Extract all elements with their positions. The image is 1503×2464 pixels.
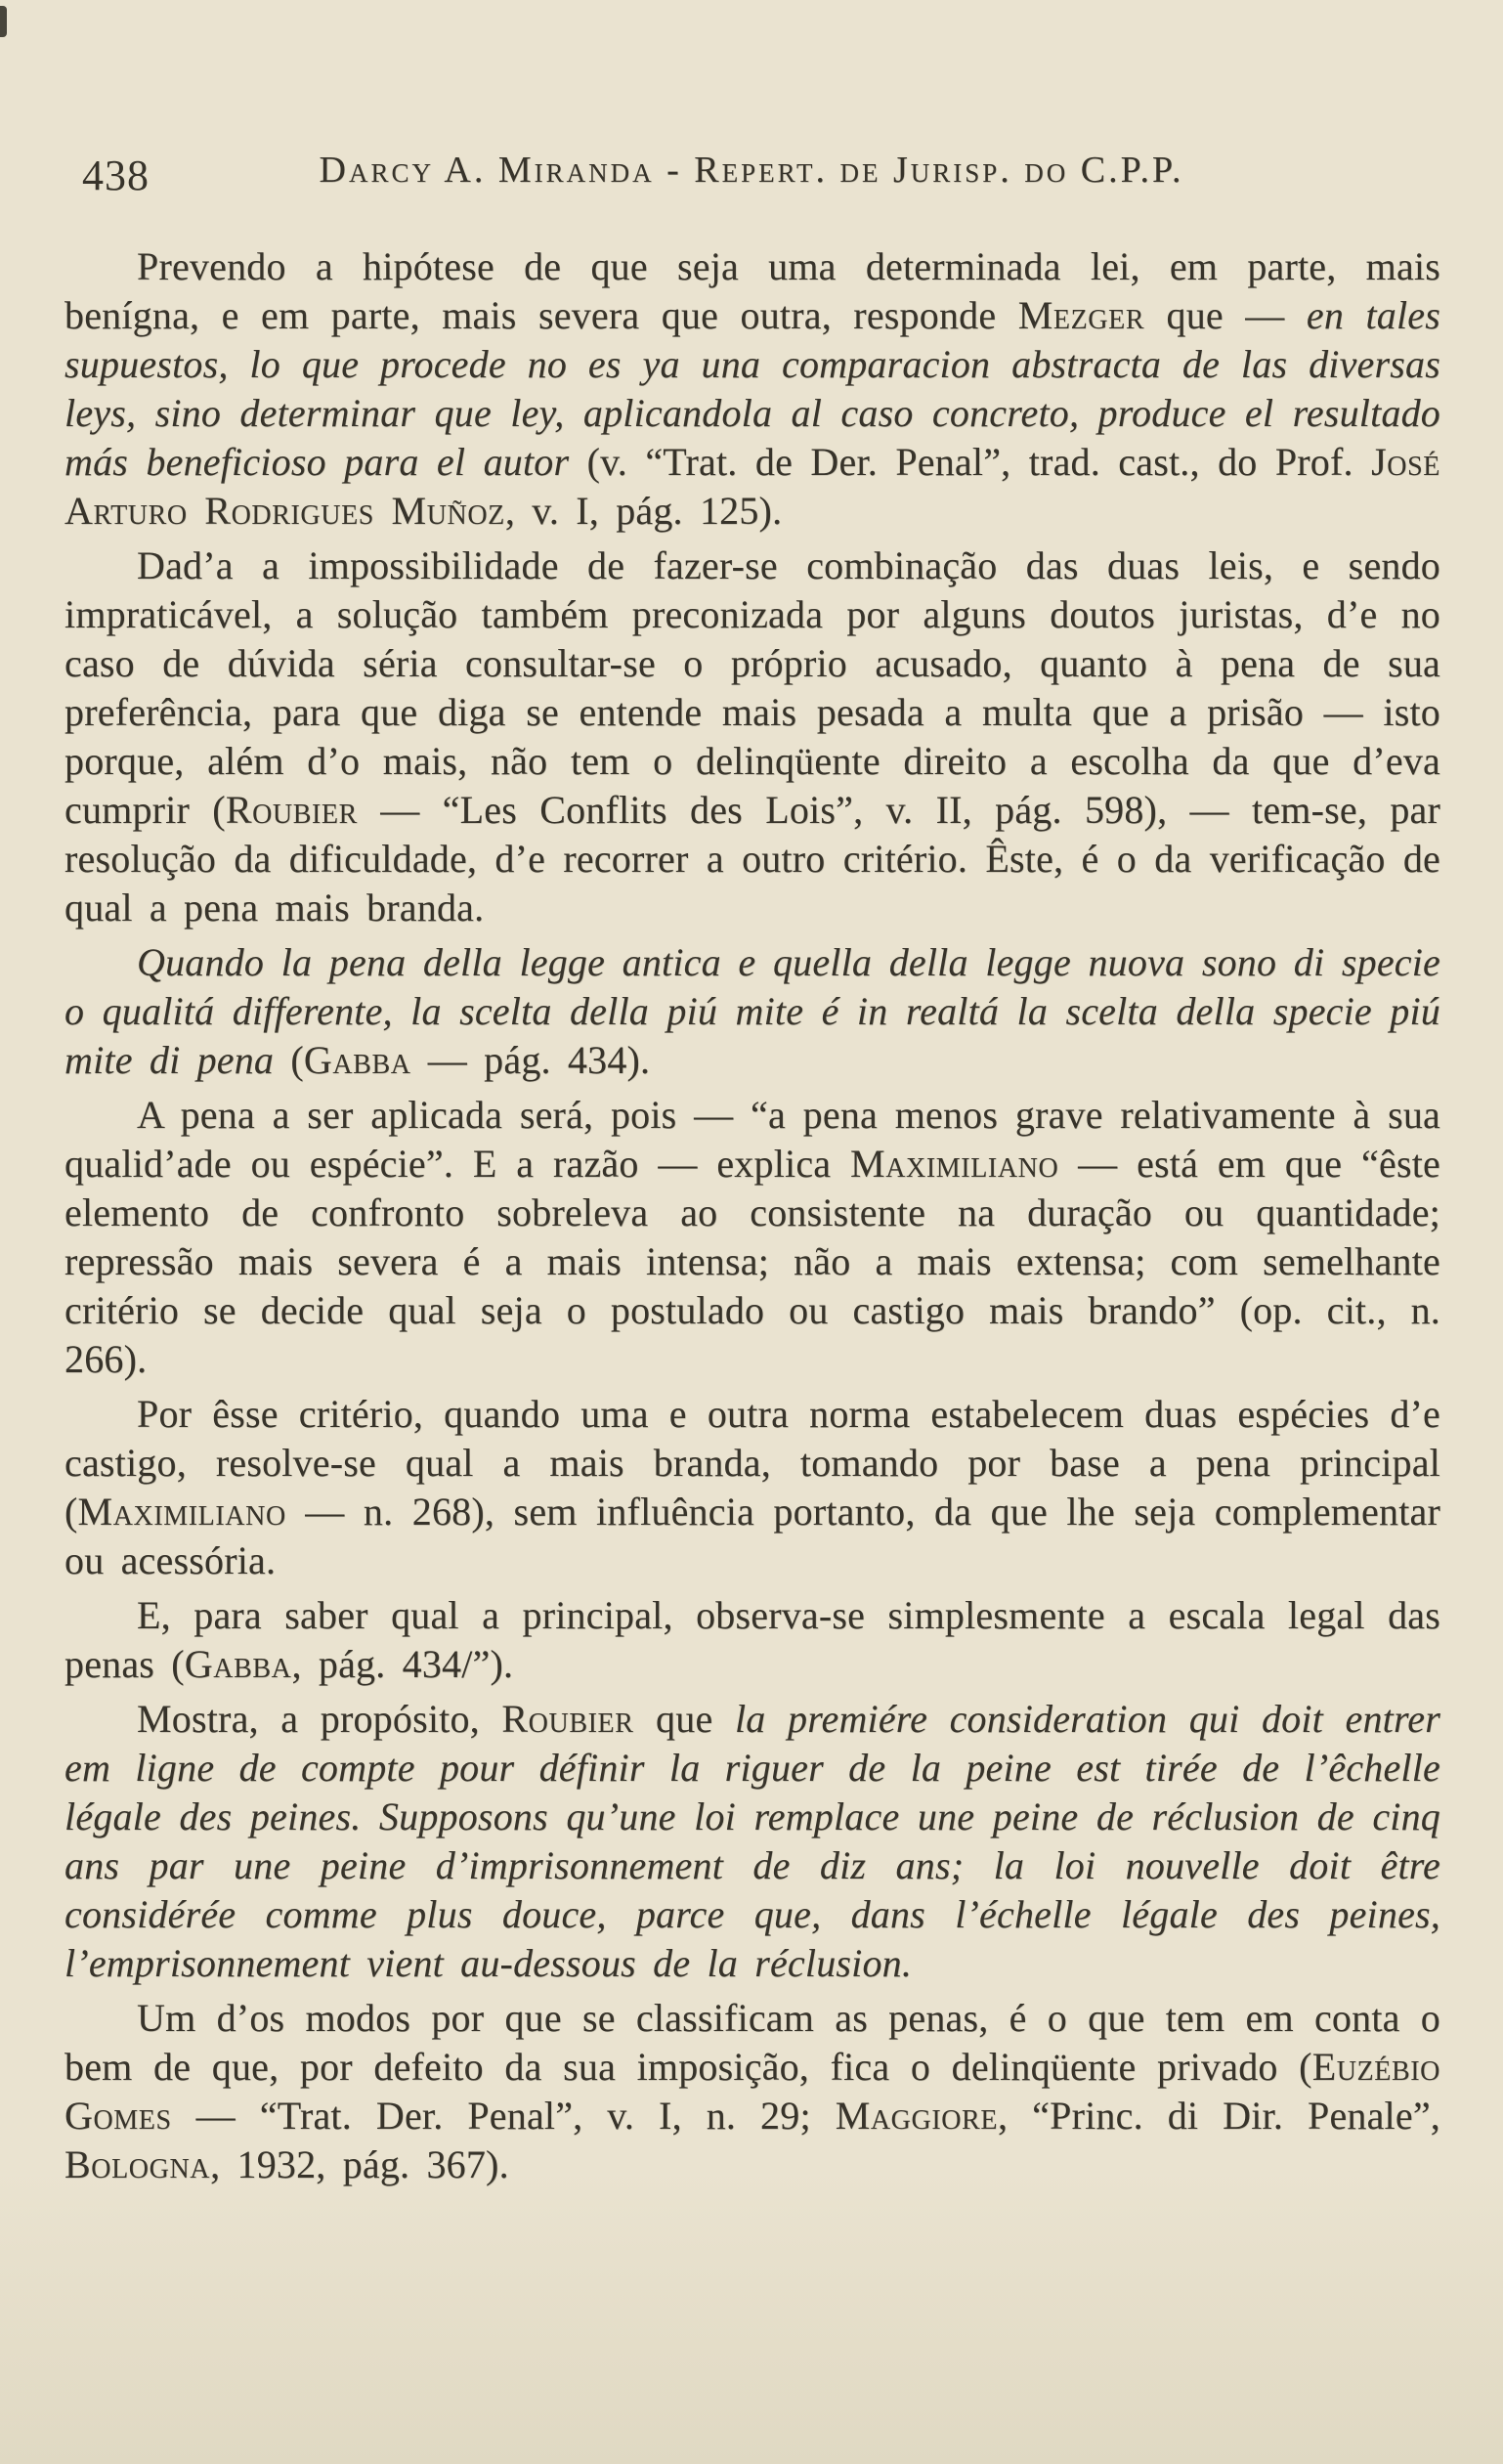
text-segment: Mezger <box>1017 293 1145 337</box>
page-number: 438 <box>82 151 150 199</box>
text-segment: Prevendo a hipótese de que seja uma determinada lei, em parte, mais benígna, e em parte, mais severa que outra, responde <box>64 244 1440 337</box>
text-segment: — “Trat. Der. Penal”, v. I, n. 29; <box>171 2094 836 2138</box>
text-segment: Por êsse critério, quando uma e outra norma estabelecem duas espécies d’e castigo, resolve-se qual a mais branda, tomando por base a pena principal ( <box>64 1392 1440 1534</box>
text-segment: , “Princ. di Dir. Penale”, <box>998 2094 1440 2138</box>
text-segment: Roubier <box>501 1697 634 1741</box>
paragraph <box>64 242 1440 536</box>
text-segment: la premiére consideration qui doit entrer em ligne de compte pour définir la riguer de la peine est tirée de l’êchelle légale des peines. Supposons qu’une loi remplace une peine de réclusion de cinq ans par une peine d’imprisonnement de diz ans; la loi nouvelle doit être considérée comme plus douce, parce que, dans l’échelle légale des peines, l’emprisonnement vient au-dessous de la réclusion. <box>64 1697 1440 1985</box>
text-segment: , 1932, pág. 367). <box>210 2142 509 2186</box>
page-body <box>64 242 1440 2195</box>
text-segment: Maximiliano <box>77 1490 286 1534</box>
text-segment: José Arturo Rodrigues Muñoz <box>64 440 1440 533</box>
text-segment: A pena a ser aplicada será, pois — “a pena menos grave relativamente à sua qualid’ade ou espécie”. E a razão — explica <box>64 1093 1440 1186</box>
text-segment: — pág. 434). <box>410 1038 651 1082</box>
text-segment: Dad’a a impossibilidade de fazer-se combinação das duas leis, e sendo impraticável, a solução também preconizada por alguns doutos juristas, d’e no caso de dúvida séria consultar-se o próprio acusado, quanto à pena de sua preferência, para que diga se entende mais pesada a multa que a prisão — isto porque, além d’o mais, não tem o delinqüente direito a escolha da que d’eva cumprir ( <box>64 543 1440 832</box>
text-segment: — “Les Conflits des Lois”, v. II, pág. 598), — tem-se, par resolução da dificuldade, d’e recorrer a outro critério. Êste, é o da verificação de qual a pena mais branda. <box>64 788 1440 929</box>
paragraph <box>64 1390 1440 1585</box>
running-header-title: Darcy A. Miranda - Repert. de Jurisp. do C.P.P. <box>319 150 1184 191</box>
text-segment: que <box>633 1697 735 1741</box>
text-segment: Euzébio Gomes <box>64 2045 1440 2138</box>
paragraph <box>64 1091 1440 1384</box>
text-segment: Maggiore <box>835 2094 999 2138</box>
text-segment: Maximiliano <box>850 1142 1059 1186</box>
text-segment: E, para saber qual a principal, observa-se simplesmente a escala legal das penas ( <box>64 1593 1440 1686</box>
text-segment: en tales supuestos, lo que procede no es ya una comparacion abstracta de las diversas leys, sino determinar que ley, aplicandola al caso concreto, produce el resultado más beneficioso para el autor <box>64 293 1441 484</box>
text-segment: Bologna <box>64 2142 211 2186</box>
paragraph <box>64 938 1440 1085</box>
text-segment: (v. “Trat. de Der. Penal”, trad. cast., do Prof. <box>569 440 1372 484</box>
text-segment: Gabba <box>184 1642 292 1686</box>
paragraph <box>64 541 1440 932</box>
running-header <box>0 149 1503 207</box>
text-segment: — está em que “êste elemento de confronto sobreleva ao consistente na duração ou quantidade; repressão mais severa é a mais intensa; não a mais extensa; com semelhante critério se decide qual seja o postulado ou castigo mais brando” (op. cit., n. 266). <box>64 1142 1440 1381</box>
text-segment: Gabba <box>303 1038 411 1082</box>
text-segment: Quando la pena della legge antica e quella della legge nuova sono di specie o qualitá differente, la scelta della piú mite é in realtá la scelta della specie piú mite di pena <box>64 940 1440 1082</box>
text-segment: — n. 268), sem influência portanto, da que lhe seja complementar ou acessória. <box>64 1490 1440 1582</box>
text-segment: Um d’os modos por que se classificam as penas, é o que tem em conta o bem de que, por defeito da sua imposição, fica o delinqüente privado ( <box>64 1996 1440 2089</box>
paragraph <box>64 1695 1440 1988</box>
text-segment: , v. I, pág. 125). <box>504 489 783 533</box>
text-segment: , pág. 434/”). <box>291 1642 514 1686</box>
text-segment: Mostra, a propósito, <box>137 1697 502 1741</box>
text-segment: ( <box>274 1038 304 1082</box>
scan-edge-artifact <box>0 6 7 37</box>
text-segment: Roubier <box>225 788 358 832</box>
paragraph <box>64 1591 1440 1689</box>
text-segment: que — <box>1144 293 1307 337</box>
paragraph <box>64 1994 1440 2189</box>
